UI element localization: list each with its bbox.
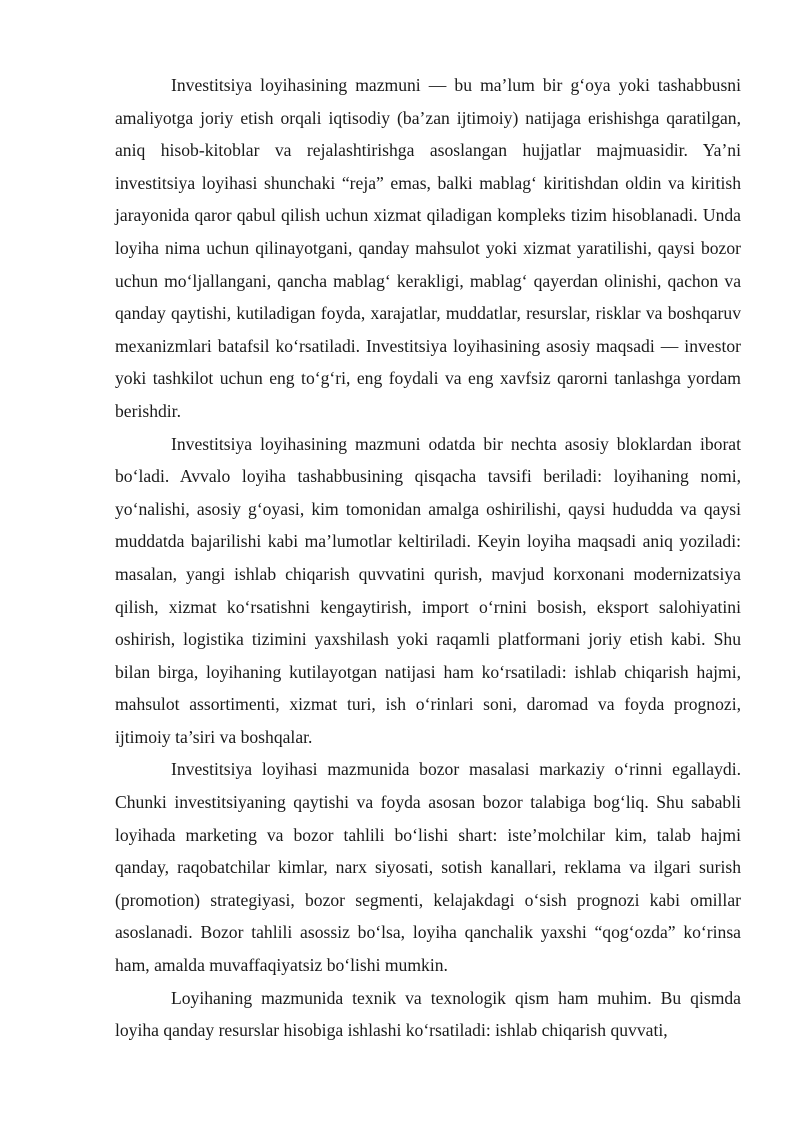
paragraph-project-content-blocks: Investitsiya loyihasining mazmuni odatda bir nechta asosiy bloklardan iborat bo‘ladi. Avvalo loyiha tashabbusining qisqacha tavsifi beriladi: loyihaning nomi, yo‘nalishi, asosiy g‘oyasi, kim tomonidan amalga oshirilishi, qaysi hududda va qaysi muddatda bajarilishi kabi ma’lumotlar keltiriladi. Keyin loyiha maqsadi aniq yoziladi: masalan, yangi ishlab chiqarish quvvatini qurish, mavjud korxonani modernizatsiya qilish, xizmat ko‘rsatishni kengaytirish, import o‘rnini bosish, eksport salohiyatini oshirish, logistika tizimini yaxshilash yoki raqamli platformani joriy etish kabi. Shu bilan birga, loyihaning kutilayotgan natijasi ham ko‘rsatiladi: ishlab chiqarish hajmi, mahsulot assortimenti, xizmat turi, ish o‘rinlari soni, daromad va foyda prognozi, ijtimoiy ta’siri va boshqalar. xyxy=(115,433,741,747)
document-page xyxy=(115,69,741,1047)
paragraph-technical-section: Loyihaning mazmunida texnik va texnologik qism ham muhim. Bu qismda loyiha qanday resurslar hisobiga ishlashi ko‘rsatiladi: ishlab chiqarish quvvati, xyxy=(115,987,741,1041)
paragraph-market-analysis: Investitsiya loyihasi mazmunida bozor masalasi markaziy o‘rinni egallaydi. Chunki investitsiyaning qaytishi va foyda asosan bozor talabiga bog‘liq. Shu sababli loyihada marketing va bozor tahlili bo‘lishi shart: iste’molchilar kim, talab hajmi qanday, raqobatchilar kimlar, narx siyosati, sotish kanallari, reklama va ilgari surish (promotion) strategiyasi, bozor segmenti, kelajakdagi o‘sish prognozi kabi omillar asoslanadi. Bozor tahlili asossiz bo‘lsa, loyiha qanchalik yaxshi “qog‘ozda” ko‘rinsa ham, amalda muvaffaqiyatsiz bo‘lishi mumkin. xyxy=(115,759,741,976)
paragraph-investment-project-definition: Investitsiya loyihasining mazmuni — bu ma’lum bir g‘oya yoki tashabbusni amaliyotga joriy etish orqali iqtisodiy (ba’zan ijtimoiy) natijaga erishishga qaratilgan, aniq hisob-kitoblar va rejalashtirishga asoslangan hujjatlar majmuasidir. Ya’ni investitsiya loyihasi shunchaki “reja” emas, balki mablag‘ kiritishdan oldin va kiritish jarayonida qaror qabul qilish uchun xizmat qiladigan kompleks tizim hisoblanadi. Unda loyiha nima uchun qilinayotgani, qanday mahsulot yoki xizmat yaratilishi, qaysi bozor uchun mo‘ljallangani, qancha mablag‘ kerakligi, mablag‘ qayerdan olinishi, qachon va qanday qaytishi, kutiladigan foyda, xarajatlar, muddatlar, resurslar, risklar va boshqaruv mexanizmlari batafsil ko‘rsatiladi. Investitsiya loyihasining asosiy maqsadi — investor yoki tashkilot uchun eng to‘g‘ri, eng foydali va eng xavfsiz qarorni tanlashga yordam berishdir. xyxy=(115,75,741,421)
